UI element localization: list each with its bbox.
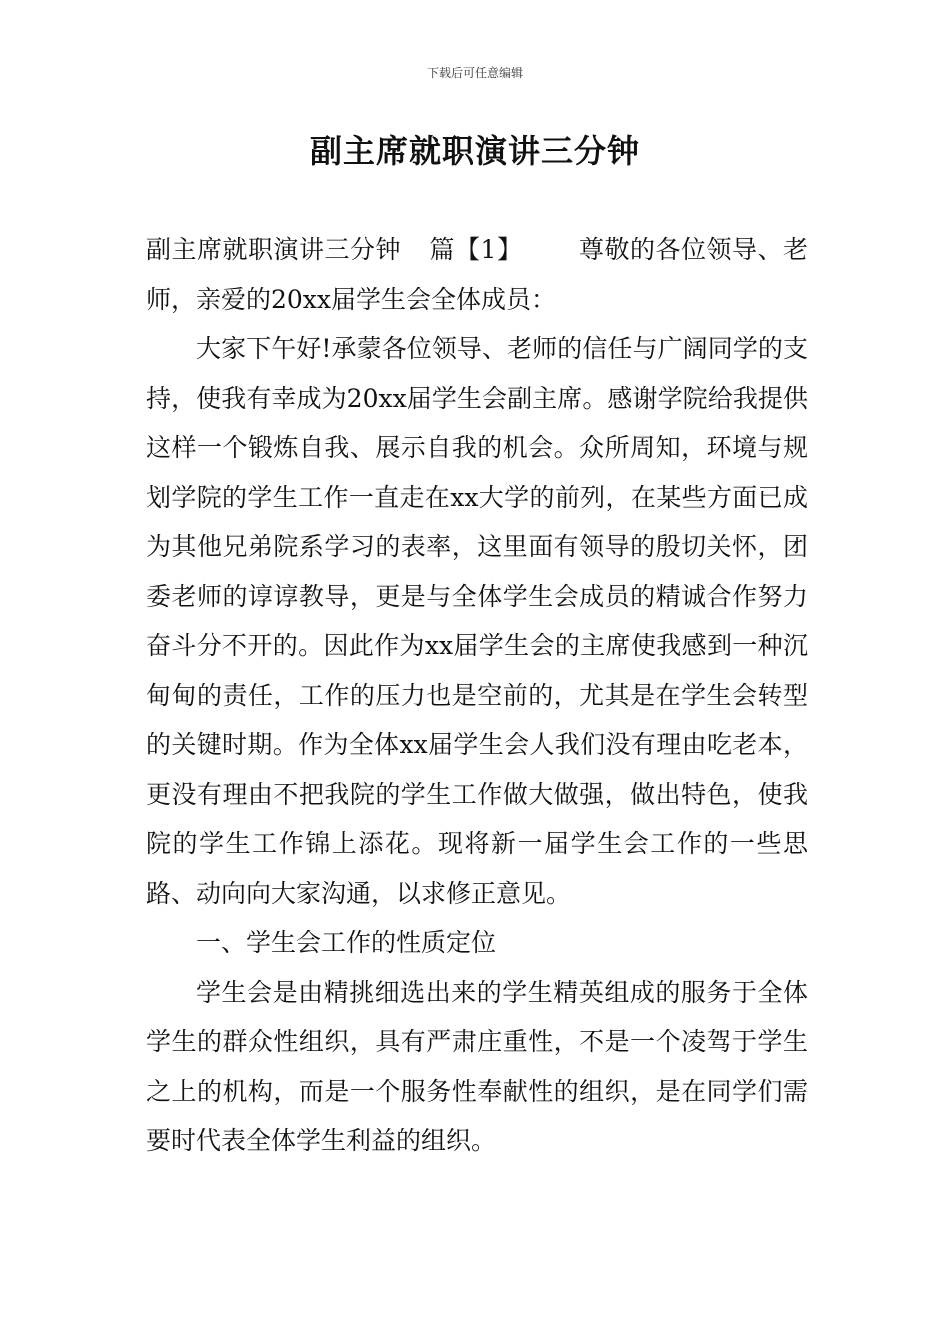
- section-label: 篇【1】: [429, 235, 523, 264]
- header-note: 下载后可任意编辑: [426, 66, 523, 80]
- page-title: 副主席就职演讲三分钟: [309, 132, 640, 170]
- salutation: 尊敬的各位领导、老师，亲爱的20xx届学生会全体成员：: [146, 235, 808, 314]
- paragraph-2: 学生会是由精挑细选出来的学生精英组成的服务于全体学生的群众性组织，具有严肃庄重性，不是一个凌驾于学生之上的机构，而是一个服务性奉献性的组织，是在同学们需要时代表全体学生利益的组织。: [146, 977, 808, 1155]
- intro-doc-title: 副主席就职演讲三分钟: [146, 235, 402, 264]
- section-heading-1: 一、学生会工作的性质定位: [196, 928, 497, 957]
- paragraph-1: 大家下午好!承蒙各位领导、老师的信任与广阔同学的支持，使我有幸成为20xx届学生会副主席。感谢学院给我提供这样一个锻炼自我、展示自我的机会。众所周知，环境与规划学院的学生工作一直走在xx大学的前列，在某些方面已成为其他兄弟院系学习的表率，这里面有领导的殷切关怀，团委老师的谆谆教导，更是与全体学生会成员的精诚合作努力奋斗分不开的。因此作为xx届学生会的主席使我感到一种沉甸甸的责任，工作的压力也是空前的，尤其是在学生会转型的关键时期。作为全体xx届学生会人我们没有理由吃老本，更没有理由不把我院的学生工作做大做强，做出特色，使我院的学生工作锦上添花。现将新一届学生会工作的一些思路、动向向大家沟通，以求修正意见。: [146, 334, 808, 908]
- intro-paragraph: [146, 225, 808, 324]
- document-body: [146, 225, 808, 1166]
